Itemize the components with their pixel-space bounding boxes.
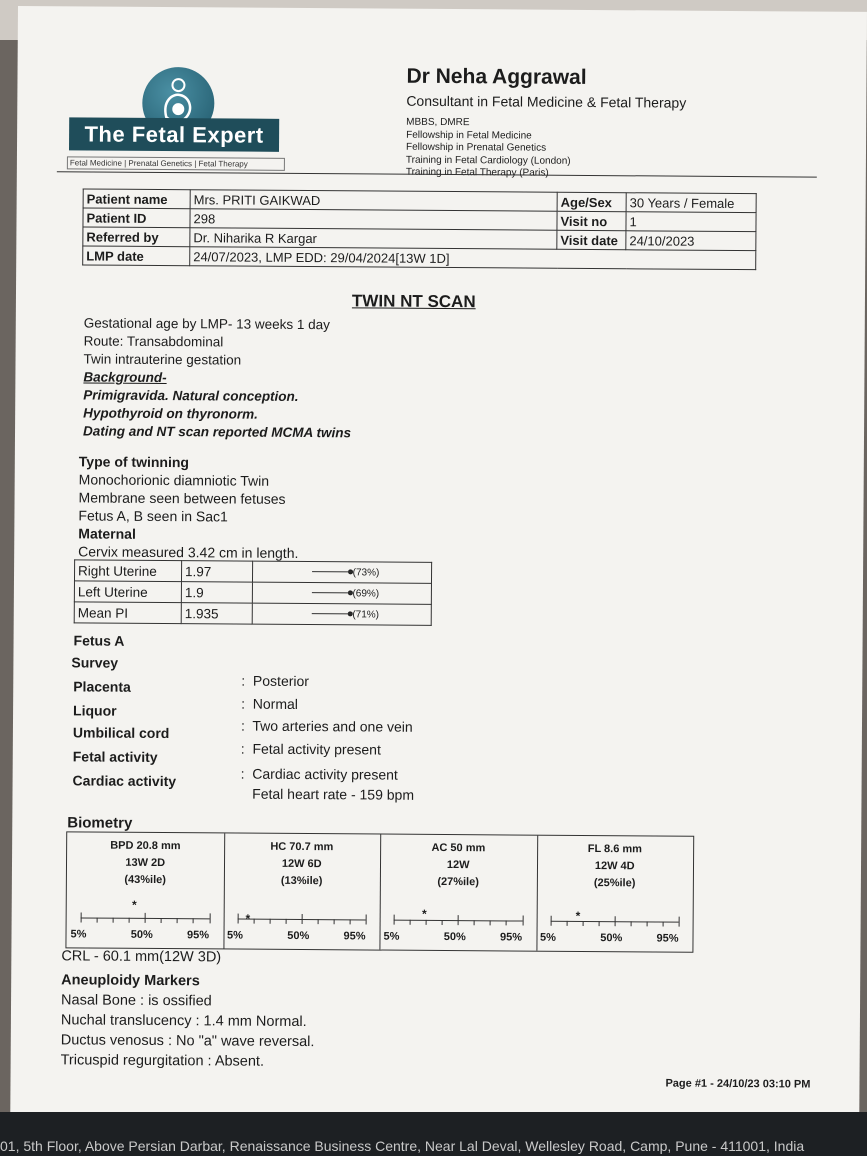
biometry-cell [379, 835, 537, 951]
doctor-name: Dr Neha Aggrawal [406, 64, 587, 89]
nuchal-translucency: Nuchal translucency : 1.4 mm Normal. [60, 1012, 307, 1031]
twinning-line: Fetus A, B seen in Sac1 [78, 507, 228, 525]
axis-label: 5% [70, 928, 87, 941]
biometry-panel [65, 831, 694, 952]
gestation-type: Twin intrauterine gestation [83, 351, 242, 368]
uterine-value: 1.97 [181, 561, 252, 582]
biometry-line1: BPD 20.8 mm [110, 839, 181, 853]
axis-tick [410, 920, 411, 925]
biometry-line1: AC 50 mm [431, 841, 486, 855]
patient-name-label: Patient name [83, 189, 190, 209]
table-row [74, 560, 431, 583]
axis-tick [209, 913, 210, 923]
patient-id-label: Patient ID [83, 208, 190, 228]
intro-block [83, 314, 352, 442]
axis-label: 5% [539, 931, 556, 944]
liquor-label: Liquor [73, 702, 117, 719]
cardiac-activity-value: : Cardiac activity present Fetal heart rate - 159 bpm [240, 765, 415, 803]
biometry-line3: (13%ile) [280, 874, 323, 888]
cardiac-activity-text: Cardiac activity present [252, 765, 398, 783]
axis-label: 50% [287, 929, 310, 943]
axis-tick [366, 914, 367, 924]
liquor-text: Normal [252, 695, 298, 712]
percentile-value: (73%) [352, 566, 380, 579]
axis-label: 95% [656, 932, 679, 945]
percentile-marker: * [422, 907, 427, 922]
axis-tick [679, 917, 680, 927]
uterine-value: 1.935 [181, 603, 252, 624]
biometry-line1: HC 70.7 mm [270, 840, 334, 854]
biometry-cell [223, 833, 381, 949]
ductus-venosus: Ductus venosus : No "a" wave reversal. [60, 1032, 315, 1051]
axis-label: 95% [499, 931, 523, 944]
nasal-bone: Nasal Bone : is ossified [61, 992, 212, 1010]
maternal-heading: Maternal [78, 525, 136, 542]
biometry-cell [66, 832, 224, 948]
percentile-line [312, 571, 352, 572]
axis-tick [129, 918, 130, 923]
uterine-percentile [252, 582, 431, 604]
axis-tick [285, 919, 286, 924]
axis-tick [113, 918, 114, 923]
umbilical-cord-value: : Two arteries and one vein [240, 717, 413, 735]
biometry-line1: FL 8.6 mm [587, 842, 643, 856]
axis-label: 50% [443, 930, 466, 944]
visit-no-label: Visit no [557, 211, 626, 230]
percentile-line [311, 592, 351, 593]
referred-by: Dr. Niharika R Kargar [190, 228, 557, 250]
biometry-line3: (27%ile) [437, 875, 479, 889]
visit-no: 1 [626, 212, 756, 232]
axis-tick [550, 916, 551, 926]
biometry-heading: Biometry [67, 814, 133, 832]
biometry-line2: 13W 2D [125, 856, 166, 870]
axis-tick [253, 919, 254, 924]
axis-tick [646, 921, 647, 926]
scan-route: Route: Transabdominal [83, 333, 224, 350]
biometry-line3: (25%ile) [593, 877, 636, 890]
placenta-text: Posterior [252, 672, 310, 690]
fetal-heart-rate: Fetal heart rate - 159 bpm [252, 785, 415, 803]
survey-heading: Survey [71, 654, 119, 671]
placenta-value: : Posterior [241, 672, 310, 690]
uterine-artery-table [74, 559, 432, 625]
uterine-percentile [252, 561, 431, 583]
visit-date-label: Visit date [557, 230, 626, 249]
biometry-line2: 12W [446, 859, 470, 872]
axis-tick [394, 915, 395, 925]
umbilical-cord-label: Umbilical cord [72, 724, 170, 742]
biometry-line2: 12W 6D [281, 857, 322, 871]
qualification: Fellowship in Fetal Medicine [406, 129, 532, 142]
qualification: Training in Fetal Therapy (Paris) [405, 166, 549, 179]
tricuspid-regurgitation: Tricuspid regurgitation : Absent. [60, 1052, 265, 1070]
uterine-value: 1.9 [181, 582, 252, 603]
fetal-activity-value: : Fetal activity present [240, 740, 381, 758]
percentile-marker: * [131, 897, 137, 912]
axis-tick [490, 920, 491, 925]
axis-tick [630, 921, 631, 926]
axis-tick [193, 918, 194, 923]
axis-tick [301, 914, 302, 924]
axis-tick [582, 921, 583, 926]
background-line: Dating and NT scan reported MCMA twins [82, 423, 352, 441]
liquor-value: : Normal [241, 695, 298, 712]
clinic-address: 01, 5th Floor, Above Persian Darbar, Renaissance Business Centre, Near Lal Deval, Wellesley Road, Camp, Pune - 411001, India [0, 1138, 805, 1154]
uterine-label: Left Uterine [74, 581, 181, 603]
uterine-label: Right Uterine [74, 560, 181, 582]
biometry-cell [536, 836, 693, 952]
report-page [10, 6, 867, 1122]
axis-label: 50% [600, 932, 623, 945]
gestational-age: Gestational age by LMP- 13 weeks 1 day [83, 315, 330, 333]
report-title: TWIN NT SCAN [351, 291, 476, 312]
axis-tick [566, 921, 567, 926]
axis-tick [81, 912, 82, 922]
patient-id: 298 [190, 209, 557, 231]
axis-label: 50% [130, 928, 153, 941]
visit-date: 24/10/2023 [626, 231, 756, 251]
axis-tick [474, 920, 475, 925]
qualification: MBBS, DMRE [406, 116, 470, 129]
axis-label: 95% [186, 929, 210, 942]
doctor-qualifications [406, 117, 571, 181]
uterine-label: Mean PI [74, 602, 181, 624]
placenta-label: Placenta [73, 678, 131, 695]
percentile-marker: * [575, 909, 581, 924]
axis-label: 5% [383, 930, 400, 943]
biometry-label [67, 837, 224, 889]
umbilical-cord-text: Two arteries and one vein [252, 717, 413, 735]
axis-tick [350, 919, 351, 924]
axis-tick [333, 919, 334, 924]
axis-tick [442, 920, 443, 925]
qualification: Training in Fetal Cardiology (London) [405, 154, 571, 167]
percentile-line [311, 613, 351, 614]
age-sex: 30 Years / Female [626, 193, 756, 213]
qualification: Fellowship in Prenatal Genetics [405, 141, 547, 154]
axis-tick [598, 921, 599, 926]
percentile-marker: * [245, 912, 251, 927]
twinning-line: Membrane seen between fetuses [78, 489, 286, 507]
axis-tick [269, 919, 270, 924]
axis-label: 5% [226, 929, 243, 942]
table-row [74, 581, 431, 604]
axis-tick [663, 922, 664, 927]
axis-tick [522, 916, 523, 926]
doctor-title: Consultant in Fetal Medicine & Fetal Therapy [406, 92, 687, 111]
biometry-label [536, 841, 693, 893]
cervix-length: Cervix measured 3.42 cm in length. [78, 543, 299, 561]
patient-info-table [82, 188, 757, 270]
lmp-label: LMP date [83, 246, 190, 266]
lmp-date: 24/07/2023, LMP EDD: 29/04/2024[13W 1D] [190, 247, 756, 270]
fetus-heading: Fetus A [73, 632, 125, 649]
percentile-value: (69%) [352, 587, 380, 600]
fetal-activity-label: Fetal activity [72, 748, 158, 765]
twinning-heading: Type of twinning [78, 453, 190, 471]
background-heading: Background- [83, 369, 167, 386]
fetal-activity-text: Fetal activity present [252, 740, 381, 758]
axis-tick [458, 915, 459, 925]
uterine-percentile [252, 603, 431, 625]
biometry-label [223, 838, 380, 890]
patient-name: Mrs. PRITI GAIKWAD [190, 190, 557, 212]
background-line: Hypothyroid on thyronorm. [83, 405, 258, 422]
brand-name: The Fetal Expert [69, 117, 279, 151]
twinning-line: Monochorionic diamniotic Twin [78, 471, 270, 489]
twinning-block [78, 452, 299, 562]
axis-tick [145, 913, 146, 923]
page-footer: Page #1 - 24/10/23 03:10 PM [665, 1077, 811, 1091]
crl-measurement: CRL - 60.1 mm(12W 3D) [61, 948, 222, 966]
biometry-label [380, 840, 537, 892]
cardiac-activity-label: Cardiac activity [72, 772, 177, 790]
table-row [74, 602, 431, 625]
biometry-line2: 12W 4D [594, 860, 635, 873]
axis-tick [161, 918, 162, 923]
axis-label: 95% [343, 930, 366, 943]
axis-tick [317, 919, 318, 924]
biometry-line3: (43%ile) [124, 873, 166, 887]
axis-tick [177, 918, 178, 923]
aneuploidy-heading: Aneuploidy Markers [61, 972, 200, 990]
aneuploidy-block [61, 946, 316, 1072]
percentile-value: (71%) [352, 608, 380, 621]
referred-by-label: Referred by [83, 227, 190, 247]
background-line: Primigravida. Natural conception. [83, 387, 299, 404]
axis-tick [614, 916, 615, 926]
axis-tick [237, 914, 238, 924]
axis-tick [506, 920, 507, 925]
brand-tagline: Fetal Medicine | Prenatal Genetics | Fetal Therapy [67, 156, 285, 171]
axis-tick [97, 918, 98, 923]
age-sex-label: Age/Sex [557, 192, 626, 211]
